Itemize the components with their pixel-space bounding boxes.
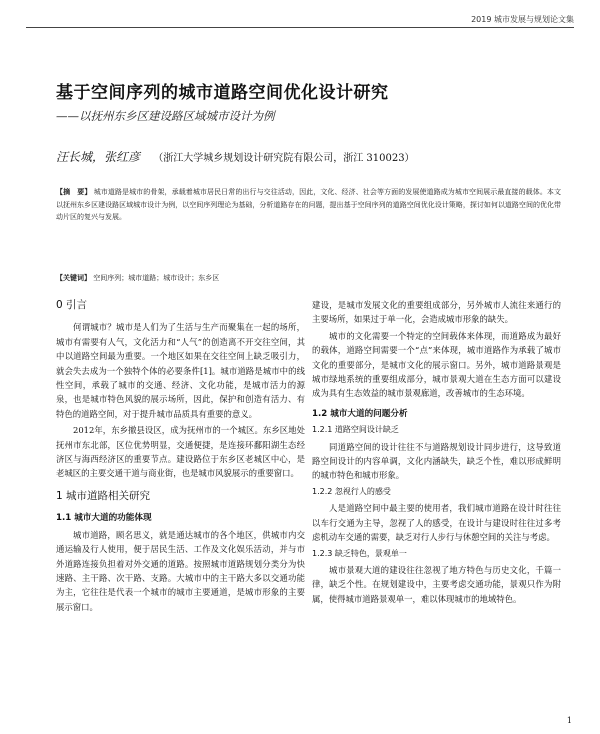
author-names: 汪长城，张红彦	[56, 150, 141, 164]
abstract-label: 【摘 要】	[56, 187, 92, 196]
subsubsection-heading-1-2-1: 1.2.1 道路空间设计缺乏	[312, 425, 399, 435]
paragraph: 同道路空间的设计往往不与道路规划设计同步进行，这导致道路空间设计的内容单调，文化内涵缺失，缺乏个性，难以形成鲜明的城市特色和城市形象。	[312, 441, 561, 481]
keywords-text: 空间序列；城市道路；城市设计；东乡区	[93, 274, 220, 282]
keywords-label: 【关键词】	[56, 273, 91, 282]
paragraph: 城市道路，顾名思义，就是通达城市的各个地区，供城市内交通运输及行人使用，便于居民生活、工作及文化娱乐活动，并与市外道路连接负担着对外交通的道路。按照城市道路规划分类分为快速路、主干路、次干路、支路。大城市中的主干路大多以交通功能为主，它往往是代表一个城市的城市主要通道，是城市形象的主要展示窗口。	[56, 529, 305, 612]
paragraph: 人是道路空间中最主要的使用者，我们城市道路在设计时往往以车行交通为主导，忽视了人的感受，在设计与建设时往往过多考虑机动车交通的需要，缺乏对行人步行与休憩空间的关注与考虑。	[312, 503, 561, 543]
subsection-heading-1-1: 1.1 城市大道的功能体现	[56, 513, 152, 524]
paragraph: 2012年，东乡撤县设区，成为抚州市的一个城区。东乡区地处抚州市东北部，区位优势明显，交通便捷，是连接环鄱阳湖生态经济区与海西经济区的重要节点。建设路位于东乡区老城区中心，是老城区的主要交通干道与商业街，也是城市风貌展示的重要窗口。	[56, 425, 305, 479]
subsubsection-heading-1-2-2: 1.2.2 忽视行人的感受	[312, 486, 391, 496]
abstract	[56, 186, 561, 224]
keywords	[56, 273, 561, 283]
subsubsection-heading-1-2-3: 1.2.3 缺乏特色，景观单一	[312, 548, 407, 558]
section-heading-intro: 0 引言	[56, 299, 88, 311]
paragraph: 城市的文化需要一个特定的空间载体来体现，而道路成为最好的载体，道路空间需要一个“点”来体现，城市道路作为承载了城市文化的重要部分，是城市文化的展示窗口。另外，城市道路景观是城市绿地系统的重要组成部分，城市景观大道在生态方面可以建设成为具有生态效益的城市景观廊道，改善城市的生态环境。	[312, 330, 561, 399]
subsection-heading-1-2: 1.2 城市大道的问题分析	[312, 408, 408, 419]
section-heading-1: 1 城市道路相关研究	[56, 489, 151, 502]
running-head: 2019 城市发展与规划论文集	[471, 15, 574, 24]
paper-subtitle: ——以抚州东乡区建设路区域城市设计为例	[56, 109, 275, 123]
left-column	[56, 298, 305, 616]
paragraph: 建设，是城市发展文化的重要组成部分，另外城市人流往来通行的主要场所，如果过于单一化，会造成城市形象的缺失。	[312, 300, 561, 325]
header-rule	[26, 27, 574, 28]
abstract-text: 城市道路是城市的骨架，承载着城市居民日常的出行与交往活动，因此，文化、经济、社会等方面的发展使道路成为城市空间展示最直接的载体。本文以抚州东乡区建设路区域城市设计为例，以空间序列理论为基础，分析道路存在的问题，提出基于空间序列的道路空间优化设计策略，探讨如何以道路空间的优化带动片区的复兴与发展。	[56, 188, 561, 221]
right-column	[312, 298, 561, 608]
paper-title: 基于空间序列的城市道路空间优化设计研究	[56, 83, 389, 103]
author-affiliation: （浙江大学城乡规划设计研究院有限公司，浙江 310023）	[153, 153, 415, 164]
author-line	[56, 148, 415, 165]
page-number: 1	[566, 716, 572, 725]
paragraph: 城市景观大道的建设往往忽视了地方特色与历史文化，千篇一律，缺乏个性。在规划建设中，主要考虑交通功能，景观只作为附属，使得城市道路景观单一，难以体现城市的地域特色。	[312, 564, 561, 604]
paragraph: 何谓城市？城市是人们为了生活与生产而聚集在一起的场所，城市有需要有人气，文化活力和“人气”的创造离不开交往空间，其中以道路空间最为重要。一个地区如果在交往空间上缺乏吸引力，就会失去成为一个独特个体的必要条件[1]。城市道路是城市中的线性空间，承载了城市的交通、经济、文化功能，是城市活力的源泉，也是城市特色风貌的展示场所，因此，保护和创造有活力、有特色的道路空间，对于提升城市品质具有重要的意义。	[56, 322, 305, 419]
